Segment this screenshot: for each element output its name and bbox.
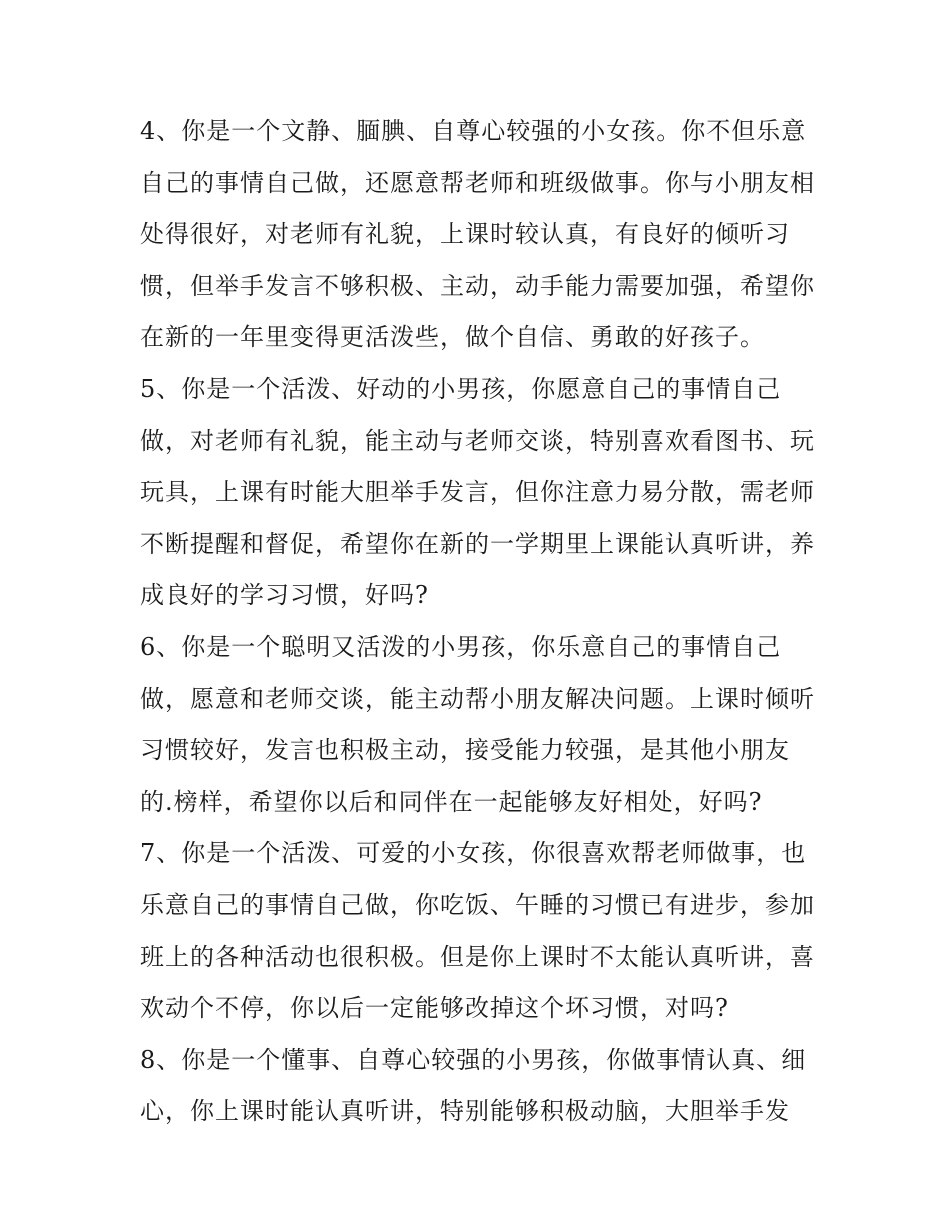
text-line: 做，对老师有礼貌，能主动与老师交谈，特别喜欢看图书、玩 bbox=[140, 426, 815, 455]
text-line: 做，愿意和老师交谈，能主动帮小朋友解决问题。上课时倾听 bbox=[140, 684, 815, 713]
text-line: 心，你上课时能认真听讲，特别能够积极动脑，大胆举手发 bbox=[140, 1097, 790, 1126]
text-line: 习惯较好，发言也积极主动，接受能力较强，是其他小朋友 bbox=[140, 736, 790, 765]
text-line: 班上的各种活动也很积极。但是你上课时不太能认真听讲，喜 bbox=[140, 942, 815, 971]
text-line: 5、你是一个活泼、好动的小男孩，你愿意自己的事情自己 bbox=[140, 374, 782, 403]
document-body bbox=[140, 106, 820, 1138]
text-line: 自己的事情自己做，还愿意帮老师和班级做事。你与小朋友相 bbox=[140, 168, 815, 197]
text-line: 不断提醒和督促，希望你在新的一学期里上课能认真听讲，养 bbox=[140, 529, 815, 558]
text-line: 乐意自己的事情自己做，你吃饭、午睡的习惯已有进步，参加 bbox=[140, 890, 815, 919]
text-line: 成良好的学习习惯，好吗? bbox=[140, 581, 429, 610]
text-line: 的.榜样，希望你以后和同伴在一起能够友好相处，好吗? bbox=[140, 787, 763, 816]
text-line: 在新的一年里变得更活泼些，做个自信、勇敢的好孩子。 bbox=[140, 323, 765, 352]
text-line: 7、你是一个活泼、可爱的小女孩，你很喜欢帮老师做事，也 bbox=[140, 839, 807, 868]
text-line: 玩具，上课有时能大胆举手发言，但你注意力易分散，需老师 bbox=[140, 478, 815, 507]
text-line: 欢动个不停，你以后一定能够改掉这个坏习惯，对吗? bbox=[140, 994, 729, 1023]
text-line: 8、你是一个懂事、自尊心较强的小男孩，你做事情认真、细 bbox=[140, 1045, 807, 1074]
text-line: 处得很好，对老师有礼貌，上课时较认真，有良好的倾听习 bbox=[140, 220, 790, 249]
text-line: 4、你是一个文静、腼腆、自尊心较强的小女孩。你不但乐意 bbox=[140, 117, 807, 145]
text-line: 惯，但举手发言不够积极、主动，动手能力需要加强，希望你 bbox=[140, 271, 815, 300]
text-line: 6、你是一个聪明又活泼的小男孩，你乐意自己的事情自己 bbox=[140, 632, 782, 661]
